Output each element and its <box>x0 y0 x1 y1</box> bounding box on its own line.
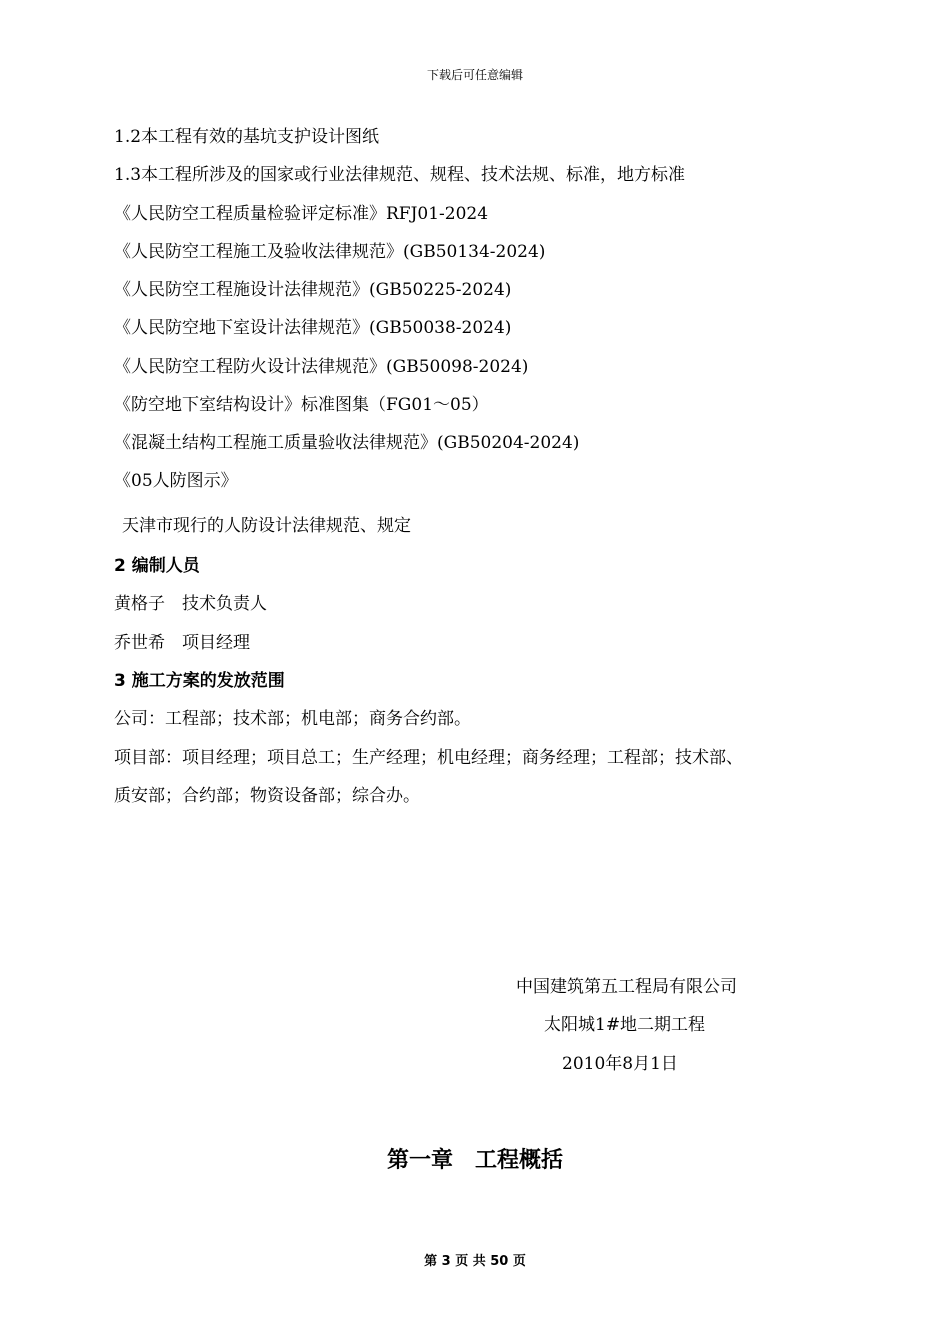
standard-item: 《人民防空工程质量检验评定标准》RFJ01-2024 <box>114 204 489 224</box>
chapter-title: 第一章 工程概括 <box>386 1148 563 1173</box>
standard-item: 《人民防空工程施设计法律规范》(GB50225-2024) <box>114 280 512 300</box>
standard-item: 《混凝土结构工程施工质量验收法律规范》(GB50204-2024) <box>114 433 580 453</box>
standard-item: 《人民防空地下室设计法律规范》(GB50038-2024) <box>114 318 512 338</box>
signature-company: 中国建筑第五工程局有限公司 <box>516 977 737 997</box>
standard-item: 《人民防空工程防火设计法律规范》(GB50098-2024) <box>114 357 529 377</box>
section-3-heading: 3 施工方案的发放范围 <box>114 671 285 691</box>
distribution-company: 公司：工程部；技术部；机电部；商务合约部。 <box>114 709 471 729</box>
signature-project: 太阳城1#地二期工程 <box>544 1015 706 1035</box>
local-standard: 天津市现行的人防设计法律规范、规定 <box>122 516 411 536</box>
page-header: 下载后可任意编辑 <box>426 68 523 82</box>
page-footer: 第 3 页 共 50 页 <box>424 1254 526 1269</box>
signature-date: 2010年8月1日 <box>562 1054 678 1074</box>
person-item: 黄格子 技术负责人 <box>114 594 267 614</box>
distribution-project-line1: 项目部：项目经理；项目总工；生产经理；机电经理；商务经理；工程部；技术部、 <box>114 748 743 768</box>
standard-item: 《防空地下室结构设计》标准图集（FG01～05） <box>114 395 489 415</box>
standard-item: 《05人防图示》 <box>114 471 238 491</box>
standard-item: 《人民防空工程施工及验收法律规范》(GB50134-2024) <box>114 242 546 262</box>
person-item: 乔世希 项目经理 <box>114 633 250 653</box>
item-1-3: 1.3本工程所涉及的国家或行业法律规范、规程、技术法规、标准，地方标准 <box>114 165 686 185</box>
item-1-2: 1.2本工程有效的基坑支护设计图纸 <box>114 127 380 147</box>
distribution-project-line2: 质安部；合约部；物资设备部；综合办。 <box>114 786 420 806</box>
section-2-heading: 2 编制人员 <box>114 556 200 576</box>
